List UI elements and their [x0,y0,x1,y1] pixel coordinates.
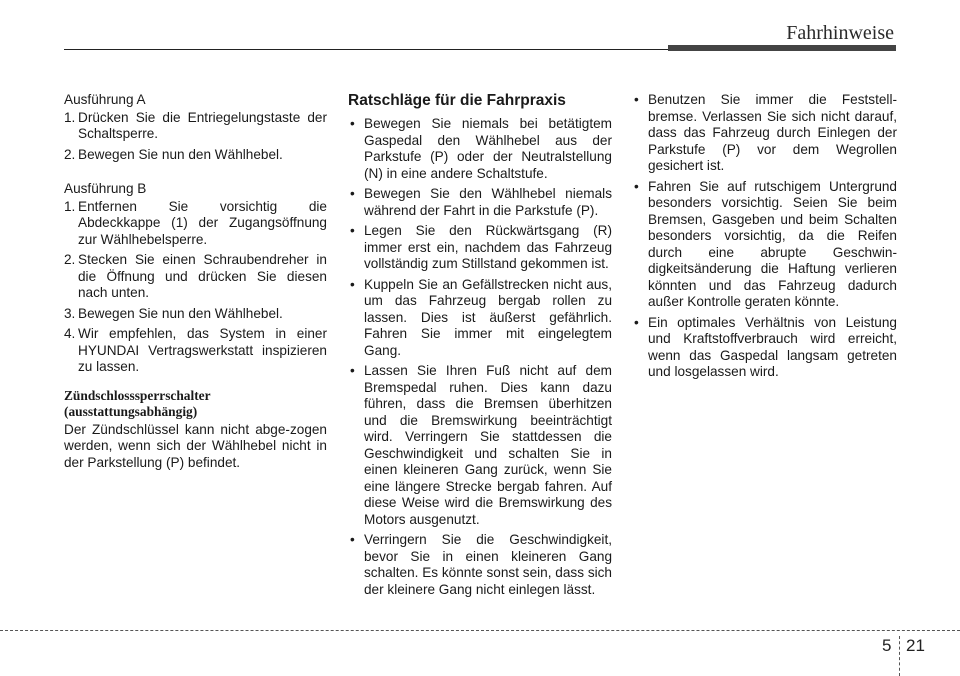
list-item-text: Fahren Sie auf rutschigem Untergrund besonders vorsichtig. Seien Sie beim Bremsen, Gasgeben und beim Schalten besonders vorsichtig, da die Reifen durch eine abrupte Geschwin-digkeitsänderung die Haftung verlieren könnten und das Fahrzeug dadurch außer Kontrolle geraten könnte. [648,178,897,309]
tips-list-continued [632,92,897,381]
list-item-text: Lassen Sie Ihren Fuß nicht auf dem Bremspedal ruhen. Dies kann dazu führen, dass die Bremsen überhitzen und die Bremswirkung beeinträchtigt wird. Verringern Sie stattdessen die Geschwindigkeit und schalten Sie in einen kleineren Gang zurück, wenn Sie eine längere Strecke bergab fahren. Auf diese Weise wird die Bremswirkung des Motors ausgenutzt. [364,363,612,527]
tips-list [348,116,612,598]
bullet-glyph: • [350,363,355,378]
bullet-glyph: • [634,314,639,330]
list-item-text: Verringern Sie die Geschwindigkeit, bevor Sie in einen kleineren Gang schalten. Es könnte sonst sein, dass sich der kleinere Gang nicht einlegen lässt. [364,532,612,597]
step-text: Wir empfehlen, das System in einer HYUNDAI Vertragswerkstatt inspizieren zu lassen. [78,326,327,374]
list-item [632,179,897,311]
list-item-text: Benutzen Sie immer die Feststell-bremse. Verlassen Sie sich nicht darauf, dass das Fahrzeug durch Einlegen der Parkstufe (P) vor dem Wegrollen gesichert ist. [648,92,897,173]
step-item [64,306,327,323]
footer-separator [899,636,900,676]
column-middle [348,92,612,602]
list-item [348,223,612,273]
list-item [348,363,612,528]
list-item [632,315,897,381]
step-number: 4. [64,326,76,341]
bullet-glyph: • [350,116,355,131]
header-rule [64,49,670,50]
page-number: 21 [906,636,925,655]
step-text: Bewegen Sie nun den Wählhebel. [78,146,283,162]
step-item [64,199,327,249]
list-item-text: Legen Sie den Rückwärtsgang (R) immer erst ein, nachdem das Fahrzeug vollständig zum Stillstand gekommen ist. [364,223,612,271]
bullet-glyph: • [634,178,639,194]
column-right [632,92,897,385]
step-item [64,326,327,376]
step-number: 1. [64,198,76,214]
step-number: 2. [64,252,76,267]
step-number: 2. [64,146,76,162]
chapter-title: Fahrhinweise [786,22,894,44]
chapter-number: 5 [882,636,892,655]
list-item [348,116,612,182]
variant-b-steps [64,199,327,376]
bullet-glyph: • [350,186,355,201]
list-item-text: Bewegen Sie niemals bei betätigtem Gaspedal den Wählhebel aus der Parkstufe (P) oder der Neutralstellung (N) in eine andere Schaltstufe. [364,116,612,181]
subheading [64,388,327,420]
section-title: Ratschläge für die Fahrpraxis [348,92,566,109]
header-rule-accent [668,45,896,51]
step-text: Bewegen Sie nun den Wählhebel. [78,305,283,321]
step-item [64,147,327,164]
step-number: 1. [64,109,76,125]
bullet-glyph: • [350,532,355,547]
list-item-text: Bewegen Sie den Wählhebel niemals während der Fahrt in die Parkstufe (P). [364,186,612,218]
list-item [632,92,897,175]
list-item-text: Kuppeln Sie an Gefällstrecken nicht aus, um das Fahrzeug bergab rollen zu lassen. Dies ist äußerst gefährlich. Fahren Sie immer mit eingelegtem Gang. [364,276,612,358]
footer-rule [0,630,960,631]
variant-b-label: Ausführung B [64,181,147,196]
subheading-body: Der Zündschlüssel kann nicht abge-zogen werden, wenn sich der Wählhebel nicht in der Parkstellung (P) befindet. [64,421,327,470]
bullet-glyph: • [350,223,355,238]
list-item [348,532,612,598]
subheading-title: Zündschlosssperrschalter [64,387,211,403]
step-number: 3. [64,305,76,321]
variant-a-label: Ausführung A [64,92,146,107]
step-text: Entfernen Sie vorsichtig die Abdeckkappe (1) der Zugangsöffnung zur Wählhebelsperre. [78,198,327,247]
column-left [64,92,327,471]
bullet-glyph: • [634,92,639,107]
list-item [348,186,612,219]
variant-a-steps [64,110,327,164]
bullet-glyph: • [350,276,355,292]
step-text: Stecken Sie einen Schraubendreher in die Öffnung und drücken Sie diesen nach unten. [78,252,327,300]
step-text: Drücken Sie die Entriegelungstaste der Schaltsperre. [78,109,327,141]
step-item [64,252,327,302]
subheading-qualifier: (ausstattungsabhängig) [64,403,198,419]
step-item [64,110,327,143]
list-item-text: Ein optimales Verhältnis von Leistung und Kraftstoffverbrauch wird erreicht, wenn das Gaspedal langsam getreten und losgelassen wird. [648,314,897,379]
list-item [348,277,612,360]
